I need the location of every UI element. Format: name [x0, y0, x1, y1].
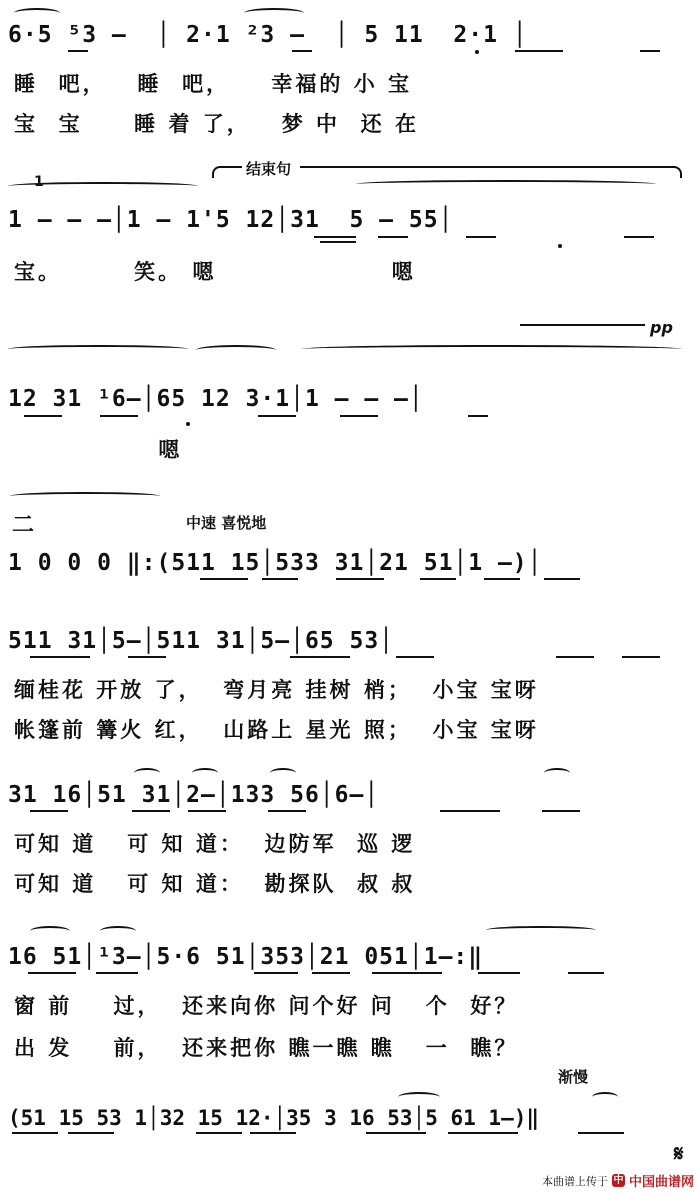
underline-beam [200, 578, 248, 580]
notation-line-2: 1 — — —│1 — 1'5 12│31 5 — 55│ [8, 207, 454, 233]
underline-beam [340, 415, 378, 417]
underline-beam [312, 972, 350, 974]
grace-note: 1 [34, 174, 44, 190]
underline-beam [196, 1132, 242, 1134]
tie [8, 345, 188, 353]
lyrics-line-2: 宝。 笑。 嗯 嗯 [14, 260, 416, 284]
slur [486, 926, 596, 934]
underline-beam [258, 415, 296, 417]
lyrics-line-3: 嗯 [14, 438, 183, 462]
ending-phrase-label: 结束句 [246, 160, 292, 178]
underline-beam [314, 236, 356, 238]
slur [270, 768, 296, 778]
dynamic-marking: pp [650, 318, 673, 337]
underline-beam [440, 810, 500, 812]
underline-beam [542, 810, 580, 812]
ending-bracket [212, 166, 242, 178]
notation-line-7: 16 51│¹3—│5·6 51│353│21 051│1—:‖ [8, 944, 484, 970]
underline-beam [366, 1132, 426, 1134]
decrescendo-line [520, 324, 645, 326]
notation-line-4: 1 0 0 0 ‖:(511 15│533 31│21 51│1 —)│ [8, 550, 543, 576]
underline-beam [12, 1132, 58, 1134]
underline-beam [568, 972, 604, 974]
underline-beam [128, 656, 166, 658]
low-octave-dot [475, 50, 479, 54]
slur [196, 345, 276, 355]
notation-line-5: 511 31│5—│511 31│5—│65 53│ [8, 628, 395, 654]
underline-beam [132, 810, 170, 812]
underline-beam [478, 972, 520, 974]
underline-beam [254, 972, 298, 974]
watermark [542, 1171, 694, 1190]
underline-beam [30, 810, 68, 812]
underline-beam [484, 578, 520, 580]
lyrics-verse-1: 睡 吧， 睡 吧， 幸福的 小 宝 [14, 72, 413, 96]
underline-beam [624, 236, 654, 238]
underline-beam [96, 972, 138, 974]
underline-beam [466, 236, 496, 238]
slur [100, 926, 136, 936]
low-octave-dot [558, 244, 562, 248]
slur [192, 768, 218, 778]
underline-beam [468, 415, 488, 417]
upload-note: 本曲谱上传于 [541, 1174, 608, 1188]
lyrics-verse-1: 可知 道 可 知 道： 边防军 巡 逻 [14, 832, 416, 856]
slur [302, 345, 682, 353]
slur [398, 1092, 440, 1102]
slur [356, 180, 656, 188]
tie [10, 492, 160, 500]
lyrics-verse-1: 窗 前 过， 还来向你 问个好 问 个 好？ [14, 994, 519, 1018]
underline-beam [68, 50, 88, 52]
slur [134, 768, 160, 778]
underline-beam [290, 656, 350, 658]
underline-beam [622, 656, 660, 658]
lyrics-verse-2: 出 发 前， 还来把你 瞧一瞧 瞧 一 瞧？ [14, 1036, 519, 1060]
underline-beam [268, 810, 306, 812]
underline-beam [320, 241, 356, 243]
slur [14, 8, 60, 18]
slur [244, 8, 304, 18]
underline-beam [292, 50, 312, 52]
slur [544, 768, 570, 778]
underline-beam [448, 1132, 518, 1134]
underline-beam [100, 415, 138, 417]
underline-beam [24, 415, 62, 417]
underline-beam [578, 1132, 624, 1134]
lyrics-verse-1: 缅桂花 开放 了， 弯月亮 挂树 梢； 小宝 宝呀 [14, 678, 539, 702]
lyrics-verse-2: 帐篷前 篝火 红， 山路上 星光 照； 小宝 宝呀 [14, 718, 539, 742]
underline-beam [30, 656, 90, 658]
underline-beam [640, 50, 660, 52]
tempo-change-marking: 渐慢 [558, 1068, 589, 1086]
underline-beam [396, 656, 434, 658]
underline-beam [28, 972, 76, 974]
underline-beam [262, 578, 298, 580]
lyrics-verse-2: 宝 宝 睡 着 了， 梦 中 还 在 [14, 112, 419, 136]
site-name[interactable]: 中国曲谱网 [628, 1175, 694, 1190]
segno-mark: 𝄋 [674, 1142, 684, 1167]
underline-beam [515, 50, 563, 52]
underline-beam [544, 578, 580, 580]
notation-line-6: 31 16│51 31│2—│133 56│6—│ [8, 782, 380, 808]
underline-beam [372, 972, 442, 974]
notation-line-3: 12 31 ¹6—│65 12 3·1│1 — — —│ [8, 386, 424, 412]
slur [30, 926, 70, 936]
notation-line-8: (51 15 53 1│32 15 12·│35 3 16 53│5 61 1—)‖ [8, 1106, 540, 1130]
low-octave-dot [186, 422, 190, 426]
underline-beam [188, 810, 226, 812]
slur [592, 1092, 618, 1102]
notation-line-1: 6·5 ⁵3 — │ 2·1 ²3 — │ 5 11 2·1 │ [8, 22, 528, 48]
underline-beam [68, 1132, 114, 1134]
underline-beam [336, 578, 384, 580]
ending-bracket [300, 166, 682, 178]
site-logo-icon: 中 [613, 1175, 624, 1186]
underline-beam [378, 236, 408, 238]
lyrics-verse-2: 可知 道 可 知 道： 勘探队 叔 叔 [14, 872, 416, 896]
section-two-marker: 二 [12, 513, 35, 538]
underline-beam [556, 656, 594, 658]
tie [8, 182, 198, 190]
underline-beam [250, 1132, 296, 1134]
underline-beam [420, 578, 456, 580]
tempo-marking: 中速 喜悦地 [186, 514, 267, 532]
